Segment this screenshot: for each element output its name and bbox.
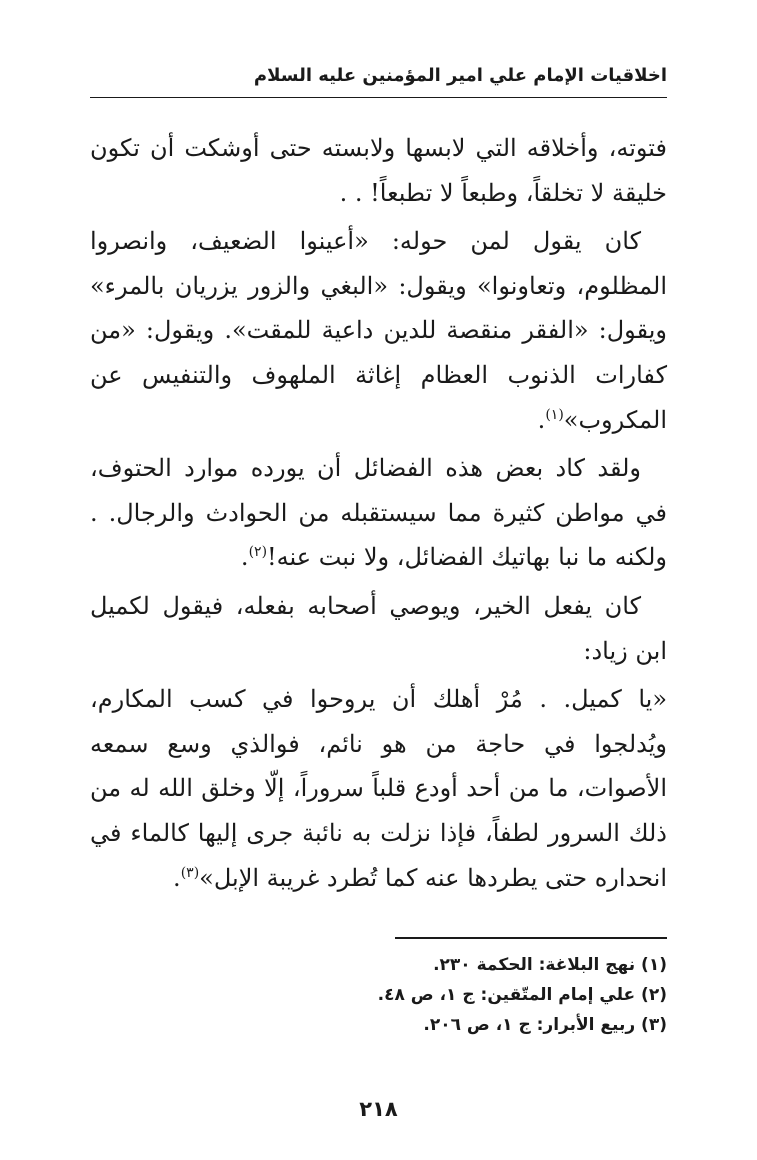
footnote-ref-3[interactable]: (٣) bbox=[180, 864, 200, 881]
footnote-2: (٢) علي إمام المتّقين: ج ١، ص ٤٨. bbox=[377, 985, 667, 1005]
paragraph-3-tail: . bbox=[240, 543, 249, 572]
paragraph-2-text: كان يقول لمن حوله: «أعينوا الضعيف، وانصروا المظلوم، وتعاونوا» ويقول: «البغي والزور يزريان بالمرء» ويقول: «الفقر منقصة للدين داعية للمقت». ويقول: «من كفارات الذنوب العظام إغاثة الملهوف والتنفيس عن المكروب» bbox=[90, 227, 667, 434]
paragraph-1 bbox=[90, 126, 667, 215]
footnote-ref-2[interactable]: (٢) bbox=[248, 544, 268, 561]
paragraph-3-text: ولقد كاد بعض هذه الفضائل أن يورده موارد الحتوف، في مواطن كثيرة مما سيستقبله من الحوادث والرجال. . ولكنه ما نبا بهاتيك الفضائل، ولا نبت عنه! bbox=[90, 454, 667, 572]
paragraph-2 bbox=[90, 219, 667, 442]
paragraph-5-text: «يا كميل. . مُرْ أهلك أن يروحوا في كسب المكارم، ويُدلجوا في حاجة من هو نائم، فوالذي وسع سمعه الأصوات، ما من أحد أودع قلباً سروراً، إلّا وخلق الله له من ذلك السرور لطفاً، فإذا نزلت به نائبة جرى إليها كالماء في انحداره حتى يطردها عنه كما تُطرد غريبة الإبل» bbox=[90, 685, 667, 892]
page-number: ٢١٨ bbox=[359, 1097, 398, 1121]
paragraph-1-text: فتوته، وأخلاقه التي لابسها ولابسته حتى أوشكت أن تكون خليقة لا تخلقاً، وطبعاً لا تطبعاً! . . bbox=[90, 134, 667, 207]
paragraph-5 bbox=[90, 677, 667, 900]
body-text bbox=[90, 126, 667, 904]
footnotes bbox=[90, 950, 667, 1040]
paragraph-4-text: كان يفعل الخير، ويوصي أصحابه بفعله، فيقول لكميل ابن زياد: bbox=[90, 591, 667, 665]
footnote-separator bbox=[395, 937, 667, 939]
footnote-3: (٣) ربيع الأبرار: ج ١، ص ٢٠٦. bbox=[423, 1015, 667, 1035]
paragraph-2-tail: . bbox=[537, 405, 546, 434]
header-rule bbox=[90, 97, 667, 98]
footnote-1: (١) نهج البلاغة: الحكمة ٢٣٠. bbox=[433, 955, 667, 975]
running-header: اخلاقيات الإمام علي امير المؤمنين عليه السلام bbox=[253, 65, 667, 86]
footnote-ref-1[interactable]: (١) bbox=[545, 406, 564, 423]
paragraph-5-tail: . bbox=[173, 863, 181, 892]
paragraph-4 bbox=[90, 584, 667, 673]
paragraph-3 bbox=[90, 446, 667, 580]
